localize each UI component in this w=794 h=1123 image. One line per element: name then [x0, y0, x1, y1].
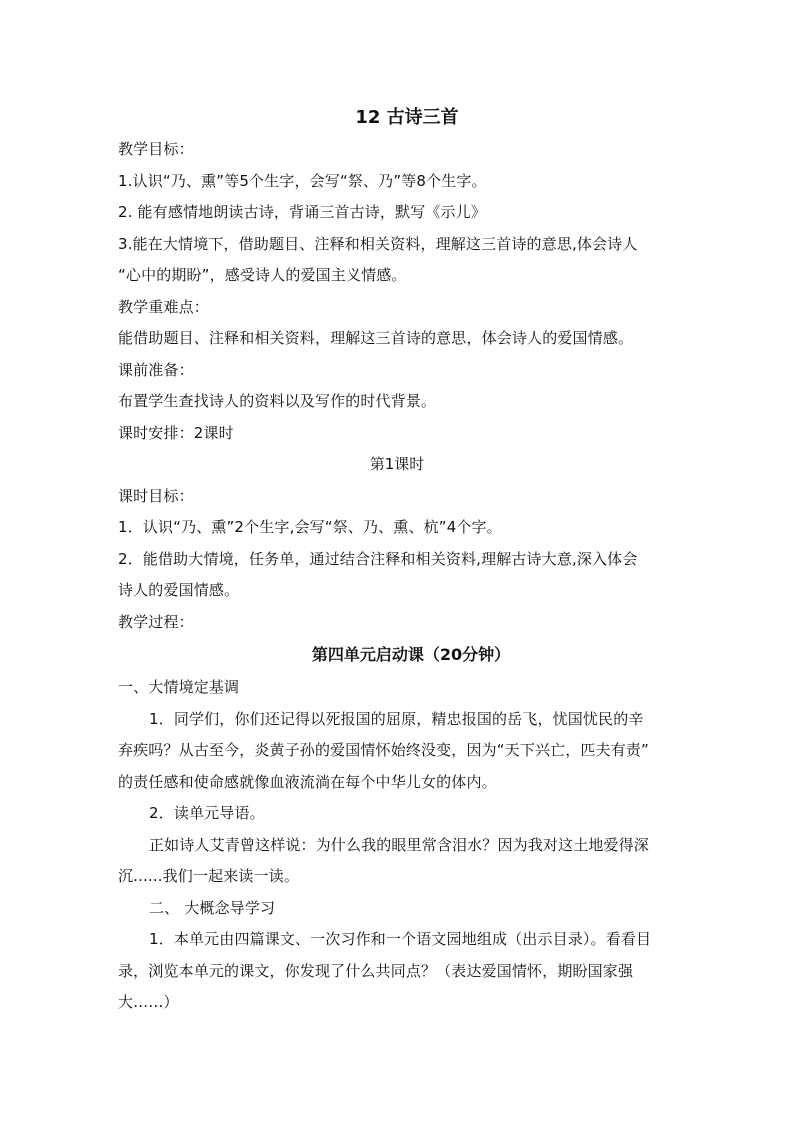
goal-line-2: 2. 能有感情地朗读古诗，背诵三首古诗，默写《示儿》	[118, 203, 486, 221]
part2-para1-line-3: 大……）	[118, 993, 179, 1011]
prep-text: 布置学生查找诗人的资料以及写作的时代背景。	[118, 392, 437, 410]
section-label-period-goals: 课时目标：	[118, 486, 194, 505]
part2-para1-line-2: 录，浏览本单元的课文，你发现了什么共同点？（表达爱国情怀，期盼国家强	[118, 961, 634, 980]
part2-heading: 二、 大概念导学习	[149, 898, 276, 917]
part1-heading: 一、大情境定基调	[118, 678, 240, 696]
part1-para1-line-2: 弃疾吗？从古至今，炎黄子孙的爱国情怀始终没变，因为“天下兴亡，匹夫有责”	[118, 741, 649, 759]
period-goal-line-2: 2．能借助大情境，任务单，通过结合注释和相关资料,理解古诗大意,深入体会	[118, 549, 638, 568]
part1-para1-line-1: 1．同学们，你们还记得以死报国的屈原，精忠报国的岳飞，忧国忧民的辛	[149, 709, 644, 728]
goal-line-3: 3.能在大情境下，借助题目、注释和相关资料，理解这三首诗的意思,体会诗人	[118, 234, 638, 253]
part1-para3-line-1: 正如诗人艾青曾这样说：为什么我的眼里常含泪水？因为我对这土地爱得深	[149, 835, 649, 854]
difficulty-text: 能借助题目、注释和相关资料，理解这三首诗的意思，体会诗人的爱国情感。	[118, 329, 634, 347]
part1-para1-line-3: 的责任感和使命感就像血液流淌在每个中华儿女的体内。	[118, 772, 497, 791]
period-title: 第1课时	[369, 455, 425, 473]
section-label-process: 教学过程：	[118, 612, 194, 631]
section-label-prep: 课前准备：	[118, 360, 194, 379]
schedule-text: 课时安排：2课时	[118, 423, 234, 442]
part2-para1-line-1: 1．本单元由四篇课文、一次习作和一个语文园地组成（出示目录）。看看目	[149, 930, 652, 948]
unit-title: 第四单元启动课（20分钟）	[311, 645, 511, 664]
period-goal-line-1: 1．认识“乃、熏”2个生字,会写“祭、乃、熏、杭”4个字。	[118, 518, 502, 536]
page-title: 12 古诗三首	[355, 107, 459, 128]
document-content	[118, 102, 676, 1019]
part1-item2: 2．读单元导语。	[149, 804, 265, 822]
part1-para3-line-2: 沉......我们一起来读一读。	[118, 867, 300, 885]
section-label-goals: 教学目标：	[118, 140, 194, 158]
section-label-difficulty: 教学重难点：	[118, 297, 209, 316]
period-goal-line-3: 诗人的爱国情感。	[118, 581, 240, 599]
goal-line-1: 1.认识“乃、熏”等5个生字，会写“祭、乃”等8个生字。	[118, 171, 487, 190]
goal-line-4: “心中的期盼”，感受诗人的爱国主义情感。	[118, 266, 407, 284]
